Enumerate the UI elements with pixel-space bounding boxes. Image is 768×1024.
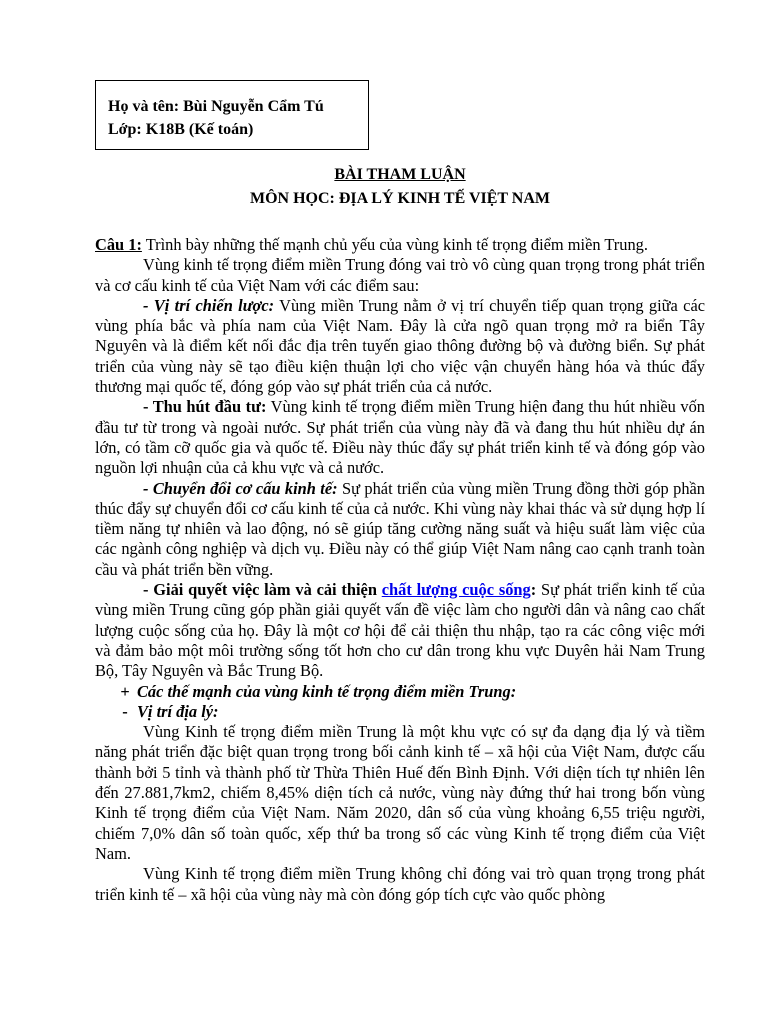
- geography-heading-item: [95, 702, 705, 722]
- plus-marker: +: [120, 681, 130, 701]
- point-text: Vùng miền Trung nằm ở vị trí chuyển tiếp quan trọng giữa các vùng phía bắc và phía nam của Việt Nam. Đây là cửa ngõ quan trọng mở ra biển Tây Nguyên và là điểm kết nối đắc địa trên tuyến giao thông đường bộ và đường biển. Sự phát triển của vùng này sẽ tạo điều kiện thuận lợi cho việc vận chuyển hàng hóa và thúc đẩy thương mại quốc tế, đóng góp vào sự phát triển của cả nước.: [95, 295, 706, 397]
- question-line: [95, 235, 705, 255]
- student-class: Lớp: K18B (Kế toán): [108, 121, 254, 138]
- point-text: Sự phát triển kinh tế của vùng miền Trung cũng góp phần giải quyết vấn đề việc làm cho người dân và nâng cao chất lượng cuộc sống của họ. Đây là một cơ hội để cải thiện thu nhập, tạo ra các công việc mới và đảm bảo một môi trường sống tốt hơn cho cư dân trong khu vực Duyên hải Nam Trung Bộ, Tây Nguyên và Bắc Trung Bộ.: [95, 580, 705, 681]
- point-heading: - Giải quyết việc làm và cải thiện: [143, 580, 382, 600]
- quality-of-life-link[interactable]: chất lượng cuộc sống: [381, 580, 531, 600]
- point-text: Sự phát triển của vùng miền Trung đồng thời góp phần thúc đẩy sự chuyển đổi cơ cấu kinh tế của cả nước. Khi vùng này khai thác và sử dụng hợp lí tiềm năng tự nhiên và lao động, nó sẽ giúp tăng cường năng suất và hiệu suất làm việc của các ngành công nghiệp và dịch vụ. Điều này có thể giúp Việt Nam nâng cao cạnh tranh toàn cầu và phát triển bền vững.: [95, 478, 705, 579]
- strengths-heading: Các thế mạnh của vùng kinh tế trọng điểm miền Trung:: [137, 681, 517, 701]
- point-heading: - Chuyển đổi cơ cấu kinh tế:: [143, 478, 338, 498]
- document-body: [95, 235, 705, 905]
- point-text: Vùng kinh tế trọng điểm miền Trung hiện đang thu hút nhiều vốn đầu tư từ trong và ngoài nước. Sự phát triển của vùng này đã và đang thu hút nhiều dự án lớn, có tầm cỡ quốc gia và quốc tế. Điều này thúc đẩy sự phát triển kinh tế và đóng góp vào nguồn lợi nhuận của cả khu vực và cả nước.: [95, 397, 705, 478]
- point-heading: - Thu hút đầu tư:: [143, 397, 267, 417]
- student-info-box: [95, 80, 369, 150]
- point-heading: - Vị trí chiến lược:: [143, 295, 275, 315]
- document-title: BÀI THAM LUẬN: [334, 166, 466, 183]
- point-employment: [95, 580, 705, 681]
- student-name: Họ và tên: Bùi Nguyễn Cẩm Tú: [108, 98, 324, 115]
- question-label: Câu 1:: [95, 235, 142, 254]
- question-text: Trình bày những thế mạnh chủ yếu của vùng kinh tế trọng điểm miền Trung.: [141, 235, 648, 254]
- role-paragraph: Vùng Kinh tế trọng điểm miền Trung không chỉ đóng vai trò quan trọng trong phát triển kinh tế – xã hội của vùng này mà còn đóng góp tích cực vào quốc phòng: [95, 864, 705, 904]
- subject-title: MÔN HỌC: ĐỊA LÝ KINH TẾ VIỆT NAM: [249, 190, 551, 207]
- intro-paragraph: Vùng kinh tế trọng điểm miền Trung đóng vai trò vô cùng quan trọng trong phát triển và cơ cấu kinh tế của Việt Nam với các điểm sau:: [95, 255, 705, 295]
- geography-paragraph: Vùng Kinh tế trọng điểm miền Trung là một khu vực có sự đa dạng địa lý và tiềm năng phát triển đặc biệt quan trọng trong bối cảnh kinh tế – xã hội của Việt Nam, được cấu thành bởi 5 tỉnh và thành phố từ Thừa Thiên Huế đến Bình Định. Với diện tích tự nhiên lên đến 27.881,7km2, chiếm 8,45% diện tích cả nước, vùng này đứng thứ hai trong bốn vùng Kinh tế trọng điểm của Việt Nam. Năm 2020, dân số của vùng khoảng 6,55 triệu người, chiếm 7,0% dân số toàn quốc, xếp thứ ba trong số các vùng Kinh tế trọng điểm của Việt Nam.: [95, 722, 705, 863]
- point-investment: [95, 397, 705, 478]
- point-economic-restructuring: [95, 479, 705, 580]
- geography-heading: Vị trí địa lý:: [137, 701, 219, 721]
- dash-marker: -: [122, 701, 128, 721]
- point-strategic-location: [95, 296, 705, 397]
- strengths-heading-item: [95, 682, 705, 702]
- point-colon: :: [530, 580, 537, 600]
